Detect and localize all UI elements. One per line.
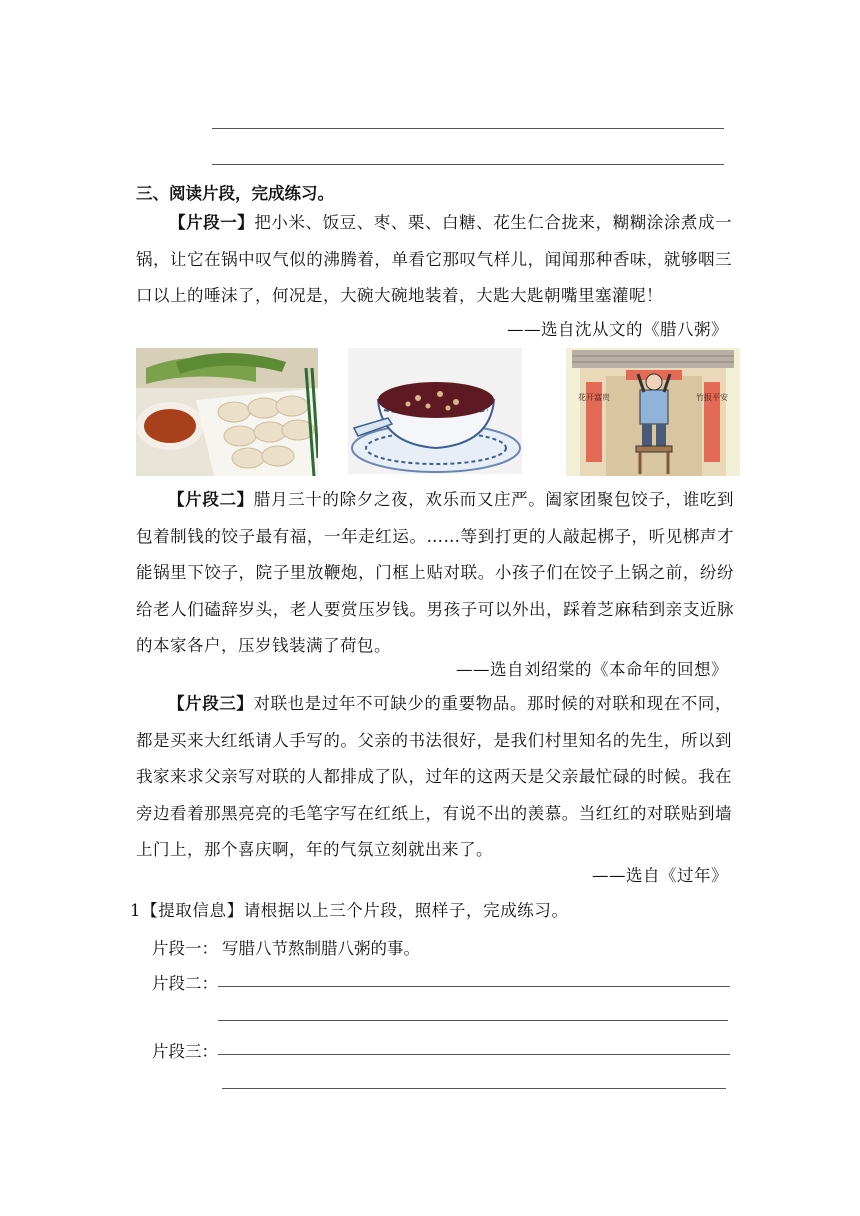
- section-heading: 三、阅读片段，完成练习。: [136, 184, 334, 203]
- example-label: 片段一：: [152, 939, 218, 958]
- example-answer: 写腊八节熬制腊八粥的事。: [222, 939, 420, 958]
- dumplings-image: [136, 348, 318, 476]
- answer-line-2b[interactable]: [218, 1020, 728, 1021]
- excerpt-2-source: ——选自刘绍棠的《本命年的回想》: [456, 660, 728, 679]
- blank-3-label: 片段三：: [152, 1042, 218, 1061]
- answer-line[interactable]: [212, 164, 724, 165]
- excerpt-2-tag: 【片段二】: [168, 490, 254, 509]
- laba-porridge-image: [348, 348, 522, 474]
- question-1-prompt: 1【提取信息】请根据以上三个片段，照样子，完成练习。: [130, 901, 569, 920]
- excerpt-3-source: ——选自《过年》: [592, 866, 728, 885]
- excerpt-1-source: ——选自沈从文的《腊八粥》: [507, 320, 728, 339]
- answer-line-3b[interactable]: [222, 1088, 726, 1089]
- excerpt-1: [136, 205, 732, 315]
- excerpt-3-body: 对联也是过年不可缺少的重要物品。那时候的对联和现在不同，都是买来大红纸请人手写的。父亲的书法很好，是我们村里知名的先生，所以到我家来求父亲写对联的人都排成了队，过年的这两天是父亲最忙碌的时候。我在旁边看着那黑亮亮的毛笔字写在红纸上，有说不出的羡慕。当红红的对联贴到墙上门上，那个喜庆啊，年的气氛立刻就出来了。: [136, 694, 732, 859]
- answer-line[interactable]: [212, 128, 724, 129]
- blank-2-label: 片段二：: [152, 974, 218, 993]
- excerpt-3-tag: 【片段三】: [168, 694, 254, 713]
- answer-line-3a[interactable]: [218, 1054, 730, 1055]
- excerpt-3: [136, 686, 732, 869]
- excerpt-2: [136, 482, 734, 665]
- couplet-posting-image: [566, 348, 740, 476]
- couplet-left-char: 花开富贵: [578, 393, 610, 402]
- excerpt-1-body: 把小米、饭豆、枣、栗、白糖、花生仁合拢来，糊糊涂涂煮成一锅，让它在锅中叹气似的沸腾着，单看它那叹气样儿，闻闻那种香味，就够咽三口以上的唾沫了，何况是，大碗大碗地装着，大匙大匙朝嘴里塞灌呢！: [136, 213, 732, 305]
- couplet-right-char: 竹报平安: [696, 393, 728, 402]
- excerpt-1-tag: 【片段一】: [169, 213, 255, 232]
- excerpt-2-body: 腊月三十的除夕之夜，欢乐而又庄严。阖家团聚包饺子，谁吃到包着制钱的饺子最有福，一年走红运。……等到打更的人敲起梆子，听见梆声才能锅里下饺子，院子里放鞭炮，门框上贴对联。小孩子们在饺子上锅之前，纷纷给老人们磕辞岁头，老人要赏压岁钱。男孩子可以外出，踩着芝麻秸到亲支近脉的本家各户，压岁钱装满了荷包。: [136, 490, 734, 655]
- answer-line-2a[interactable]: [218, 986, 730, 987]
